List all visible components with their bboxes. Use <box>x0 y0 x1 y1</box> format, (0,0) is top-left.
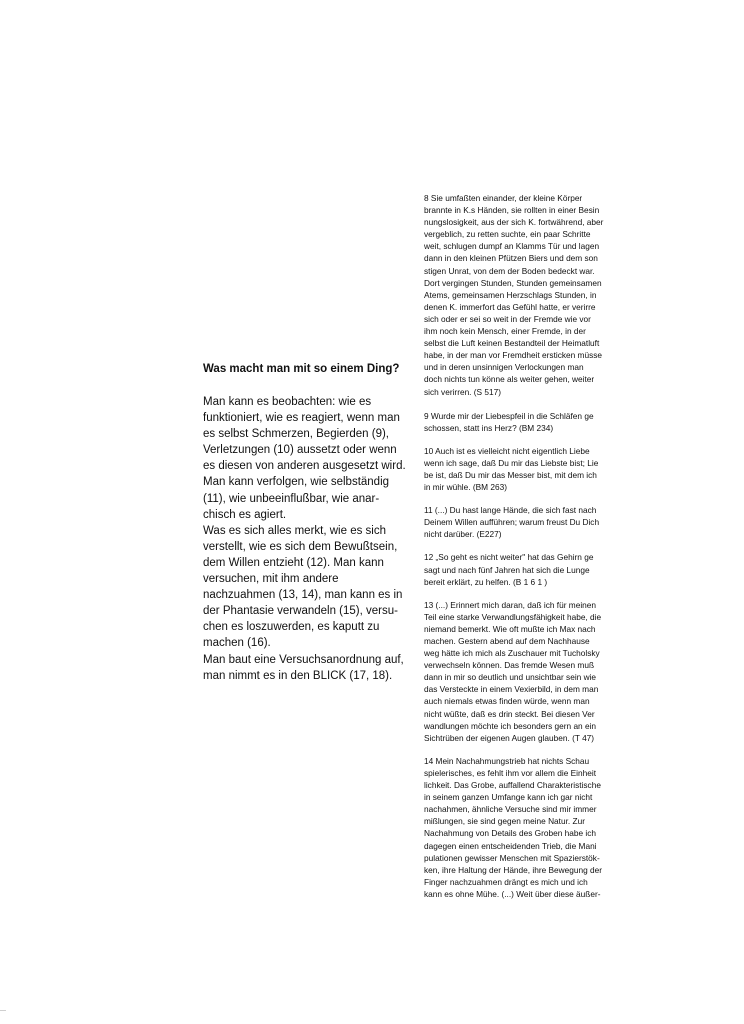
text-line: in seinem ganzen Umfange kann ich gar nicht <box>424 792 593 803</box>
main-text-column <box>203 362 411 684</box>
text-line: dem Willen entzieht (12). Man kann <box>203 556 384 569</box>
text-line: Atems, gemeinsamen Herzschlags Stunden, in <box>424 289 597 300</box>
text-line: verstellt, wie es sich dem Bewußtsein, <box>203 540 398 553</box>
footnote-12 <box>424 551 624 587</box>
text-line: lichkeit. Das Grobe, auffallend Charakteristische <box>424 780 601 791</box>
text-line: kann es ohne Mühe. (...) Weit über diese äußer- <box>424 888 601 899</box>
footnote-13 <box>424 599 624 744</box>
text-line: niemand bemerkt. Wie oft mußte ich Max nach <box>424 623 596 634</box>
text-line: Verletzungen (10) aussetzt oder wenn <box>203 444 397 457</box>
text-line: das Versteckte in einem Vexierbild, in dem man <box>424 684 599 695</box>
text-line: Sichtrüben der eigenen Augen glauben. (T 47) <box>424 732 595 743</box>
text-line: Man kann verfolgen, wie selbständig <box>203 476 390 489</box>
text-line: versuchen, mit ihm andere <box>203 573 339 586</box>
text-line: weg hätte ich mich als Zuschauer mit Tucholsky <box>424 648 600 659</box>
text-line: 8 Sie umfaßten einander, der kleine Körper <box>424 193 583 203</box>
text-line: 10 Auch ist es vielleicht nicht eigentlich Liebe <box>424 445 590 456</box>
text-line: (11), wie unbeeinflußbar, wie anar- <box>203 492 380 505</box>
footnote-9 <box>424 410 624 434</box>
text-line: weit, schlugen dumpf an Klamms Tür und lagen <box>424 241 600 252</box>
text-line: brannte in K.s Händen, sie rollten in einer Besin <box>424 205 600 216</box>
text-line: denen K. immerfort das Gefühl hatte, er verirre <box>424 301 596 312</box>
text-line: dann in mir so deutlich und unsichtbar sein wie <box>424 672 597 683</box>
text-line: spielerisches, es fehlt ihm vor allem die Einheit <box>424 767 597 778</box>
text-line: pulationen gewisser Menschen mit Spazierstök- <box>424 852 600 863</box>
footnote-8 <box>424 192 624 398</box>
text-line: doch nichts tun könne als weiter gehen, weiter <box>424 374 595 385</box>
text-line: verwechseln können. Das fremde Wesen muß <box>424 660 595 671</box>
text-line: nachzuahmen (13, 14), man kann es in <box>203 589 403 602</box>
text-line: schossen, statt ins Herz? (BM 234) <box>424 422 554 433</box>
text-line: Finger nachzuahmen drängt es mich und ich <box>424 876 588 887</box>
text-line: machen (16). <box>203 637 271 650</box>
text-line: Was es sich alles merkt, wie es sich <box>203 524 386 537</box>
text-line: chisch es agiert. <box>203 508 287 521</box>
text-line: 12 „So geht es nicht weiter" hat das Gehirn ge <box>424 552 594 563</box>
text-line: wenn ich sage, daß Du mir das Liebste bist; Lie <box>424 457 599 468</box>
section-heading: Was macht man mit so einem Ding? <box>203 363 400 375</box>
text-line: Dort vergingen Stunden, Stunden gemeinsamen <box>424 277 602 288</box>
scan-edge-mark <box>0 1010 6 1011</box>
text-line: sich verirren. (S 517) <box>424 386 502 397</box>
main-paragraph <box>203 394 411 684</box>
text-line: der Phantasie verwandeln (15), versu- <box>203 605 398 618</box>
text-line: sagt und nach fünf Jahren hat sich die Lunge <box>424 564 590 575</box>
text-line: 9 Wurde mir der Liebespfeil in die Schläfen ge <box>424 410 594 421</box>
text-line: 14 Mein Nachahmungstrieb hat nichts Schau <box>424 755 590 766</box>
text-line: habe, in der man vor Fremdheit ersticken müsse <box>424 350 602 361</box>
footnote-14 <box>424 755 624 900</box>
text-line: es selbst Schmerzen, Begierden (9), <box>203 428 390 441</box>
text-line: nicht darüber. (E227) <box>424 529 502 540</box>
text-line: funktioniert, wie es reagiert, wenn man <box>203 412 400 425</box>
text-line: ken, ihre Haltung der Hände, ihre Bewegung der <box>424 864 603 875</box>
text-line: selbst die Luft keinen Bestandteil der Heimatluft <box>424 338 600 349</box>
footnotes-column <box>424 192 624 911</box>
text-line: auch niemals etwas finden würde, wenn man <box>424 696 590 707</box>
text-line: es diesen von anderen ausgesetzt wird. <box>203 460 406 473</box>
text-line: und in deren unsinnigen Verlockungen man <box>424 362 584 373</box>
text-line: 11 (...) Du hast lange Hände, die sich fast nach <box>424 505 597 516</box>
text-line: dagegen einen entscheidenden Trieb, die Mani <box>424 840 597 851</box>
text-line: mißlungen, sie sind gegen meine Natur. Zur <box>424 816 585 827</box>
text-line: Teil eine starke Verwandlungsfähigkeit habe, die <box>424 611 602 622</box>
text-line: man nimmt es in den BLICK (17, 18). <box>203 669 393 682</box>
text-line: in mir wühle. (BM 263) <box>424 482 507 493</box>
text-line: Deinem Willen aufführen; warum freust Du Dich <box>424 517 600 528</box>
text-line: machen. Gestern abend auf dem Nachhause <box>424 636 590 646</box>
text-line: bereit erklärt, zu helfen. (B 1 6 1 ) <box>424 576 548 587</box>
text-line: wandlungen möchte ich besonders gern an ein <box>424 720 597 731</box>
text-line: Man baut eine Versuchsanordnung auf, <box>203 653 404 666</box>
text-line: nachahmen, ähnliche Versuche sind mir immer <box>424 804 597 815</box>
text-line: Man kann es beobachten: wie es <box>203 396 372 408</box>
text-line: stigen Unrat, von dem der Boden bedeckt war. <box>424 265 595 276</box>
text-line: 13 (...) Erinnert mich daran, daß ich für meinen <box>424 599 597 610</box>
footnote-10 <box>424 445 624 493</box>
text-line: dann in den kleinen Pfützen Biers und dem son <box>424 253 598 264</box>
text-line: chen es loszuwerden, es kaputt zu <box>203 621 380 634</box>
footnote-11 <box>424 504 624 540</box>
text-line: nicht wüßte, daß es drin steckt. Bei diesen Ver <box>424 708 595 719</box>
text-line: nungslosigkeit, aus der sich K. fortwährend, aber <box>424 217 604 228</box>
text-line: vergeblich, zu retten suchte, ein paar Schritte <box>424 229 591 240</box>
text-line: Nachahmung von Details des Groben habe ich <box>424 828 597 839</box>
text-line: be ist, daß Du mir das Messer bist, mit dem ich <box>424 469 597 480</box>
text-line: sich oder er sei so weit in der Fremde wie vor <box>424 313 591 324</box>
text-line: ihm noch kein Mensch, einer Fremde, in der <box>424 326 586 337</box>
